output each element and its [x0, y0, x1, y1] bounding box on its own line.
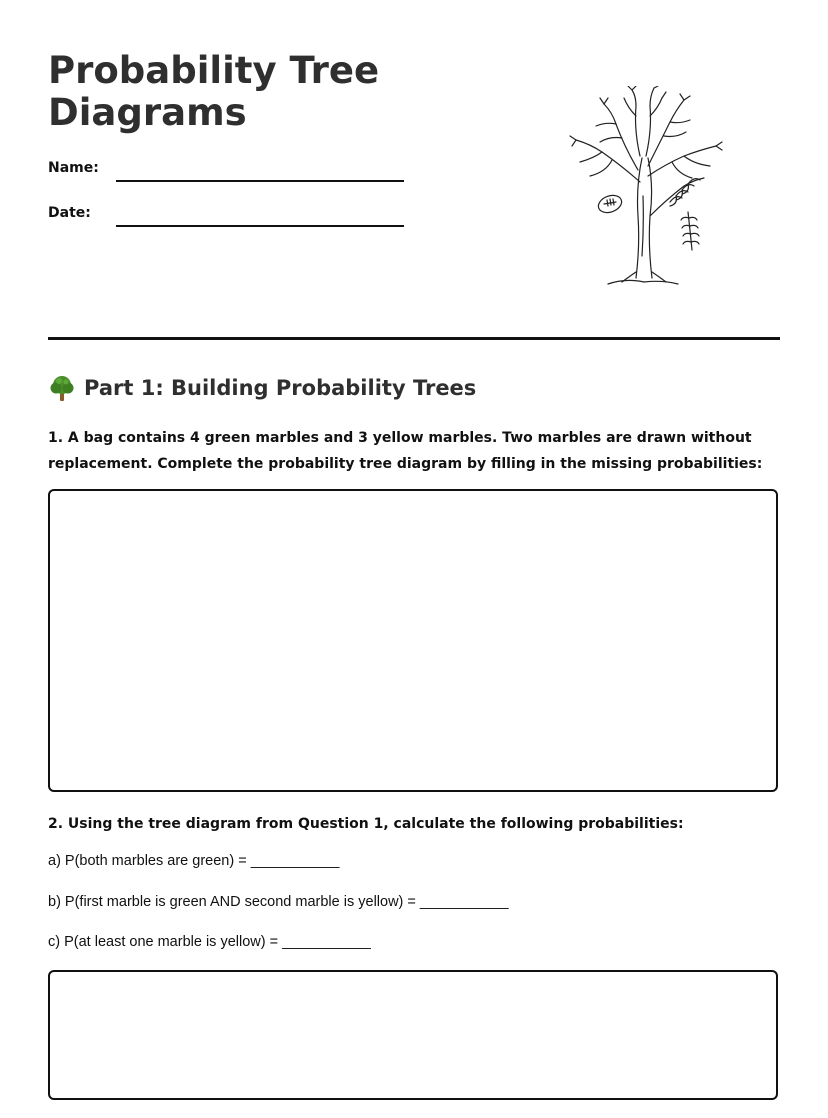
question-2c: c) P(at least one marble is yellow) = ___________: [48, 934, 371, 950]
part1-heading: [48, 374, 476, 402]
section-divider: [48, 337, 780, 340]
date-label: Date:: [48, 205, 91, 221]
question-2b: b) P(first marble is green AND second marble is yellow) = ___________: [48, 894, 509, 910]
question-2a: a) P(both marbles are green) = ___________: [48, 853, 340, 869]
working-answer-box[interactable]: [48, 970, 778, 1100]
question-1: 1. A bag contains 4 green marbles and 3 yellow marbles. Two marbles are drawn without replacement. Complete the probability tree diagram by filling in the missing probabilities:: [48, 430, 763, 472]
question-2: 2. Using the tree diagram from Question 1, calculate the following probabilities:: [48, 816, 684, 832]
tree-illustration: [566, 86, 732, 290]
tree-icon: [48, 374, 76, 402]
date-field[interactable]: [116, 225, 404, 227]
name-field[interactable]: [116, 180, 404, 182]
tree-diagram-answer-box[interactable]: [48, 489, 778, 792]
part1-heading-text: Part 1: Building Probability Trees: [84, 376, 477, 400]
name-label: Name:: [48, 160, 99, 176]
page-title: Probability Tree Diagrams: [48, 49, 380, 134]
